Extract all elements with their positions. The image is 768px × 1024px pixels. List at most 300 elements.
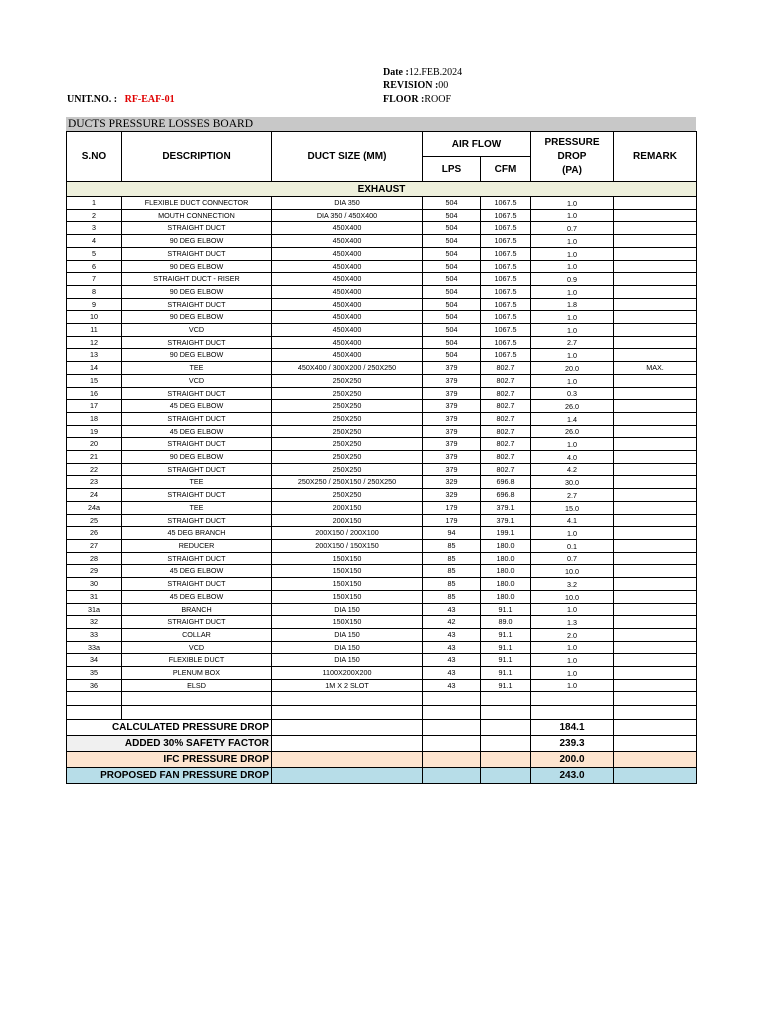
lps-cell: 42 — [423, 616, 481, 629]
description-cell: STRAIGHT DUCT — [122, 412, 272, 425]
remark-cell — [614, 387, 697, 400]
description-cell: STRAIGHT DUCT — [122, 387, 272, 400]
table-row — [67, 273, 697, 286]
table-row — [67, 336, 697, 349]
empty-cell — [423, 768, 481, 784]
sno-cell: 25 — [67, 514, 122, 527]
table-row — [67, 285, 697, 298]
lps-cell: 85 — [423, 552, 481, 565]
lps-cell: 379 — [423, 374, 481, 387]
safety-factor-row — [67, 736, 697, 752]
duct-size-cell: 150X150 — [272, 565, 423, 578]
pressure-drop-cell: 0.7 — [531, 222, 614, 235]
pressure-drop-cell: 1.0 — [531, 603, 614, 616]
duct-size-cell: DIA 150 — [272, 628, 423, 641]
duct-size-cell: 150X150 — [272, 552, 423, 565]
remark-cell — [614, 501, 697, 514]
duct-size-cell: 150X150 — [272, 590, 423, 603]
duct-size-cell: 450X400 — [272, 311, 423, 324]
lps-cell: 379 — [423, 387, 481, 400]
table-row — [67, 539, 697, 552]
description-cell: STRAIGHT DUCT - RISER — [122, 273, 272, 286]
remark-cell — [614, 679, 697, 692]
duct-size-cell: 450X400 — [272, 235, 423, 248]
unit-value: RF-EAF-01 — [124, 94, 175, 105]
cfm-cell: 91.1 — [481, 641, 531, 654]
description-cell: STRAIGHT DUCT — [122, 514, 272, 527]
duct-size-cell: 250X250 — [272, 387, 423, 400]
pressure-drop-line-3: (PA) — [562, 164, 582, 176]
cfm-cell: 89.0 — [481, 616, 531, 629]
sno-cell: 12 — [67, 336, 122, 349]
lps-cell: 179 — [423, 514, 481, 527]
cfm-cell: 91.1 — [481, 603, 531, 616]
lps-cell: 379 — [423, 451, 481, 464]
duct-size-cell: 150X150 — [272, 578, 423, 591]
sno-cell: 35 — [67, 667, 122, 680]
sno-cell: 5 — [67, 247, 122, 260]
remark-cell — [614, 374, 697, 387]
description-cell: VCD — [122, 641, 272, 654]
remark-cell — [614, 616, 697, 629]
lps-cell: 85 — [423, 565, 481, 578]
remark-cell — [614, 273, 697, 286]
pressure-drop-cell: 26.0 — [531, 425, 614, 438]
description-cell: FLEXIBLE DUCT CONNECTOR — [122, 197, 272, 210]
pressure-drop-cell: 1.4 — [531, 412, 614, 425]
table-row — [67, 425, 697, 438]
revision-value: 00 — [438, 80, 449, 91]
sno-cell: 9 — [67, 298, 122, 311]
sno-cell: 1 — [67, 197, 122, 210]
cfm-cell: 802.7 — [481, 451, 531, 464]
cfm-cell: 1067.5 — [481, 209, 531, 222]
table-row — [67, 412, 697, 425]
sno-cell: 36 — [67, 679, 122, 692]
lps-cell: 504 — [423, 285, 481, 298]
sno-cell: 19 — [67, 425, 122, 438]
cfm-cell: 802.7 — [481, 362, 531, 375]
duct-size-cell: 250X250 — [272, 412, 423, 425]
sno-cell: 2 — [67, 209, 122, 222]
floor-label: FLOOR : — [383, 94, 425, 105]
table-row — [67, 565, 697, 578]
date-label: Date : — [383, 67, 409, 78]
remark-cell: MAX. — [614, 362, 697, 375]
duct-size-cell: 200X150 / 150X150 — [272, 539, 423, 552]
cfm-cell: 802.7 — [481, 400, 531, 413]
description-cell: VCD — [122, 374, 272, 387]
empty-cell — [481, 692, 531, 706]
cfm-cell: 180.0 — [481, 590, 531, 603]
col-header-lps: LPS — [423, 157, 481, 182]
description-cell: STRAIGHT DUCT — [122, 298, 272, 311]
sno-cell: 31 — [67, 590, 122, 603]
pressure-drop-cell: 30.0 — [531, 476, 614, 489]
sno-cell: 8 — [67, 285, 122, 298]
description-cell: TEE — [122, 476, 272, 489]
sno-cell: 32 — [67, 616, 122, 629]
cfm-cell: 91.1 — [481, 654, 531, 667]
calculated-pressure-drop-row — [67, 720, 697, 736]
cfm-cell: 802.7 — [481, 438, 531, 451]
sno-cell: 18 — [67, 412, 122, 425]
remark-cell — [614, 476, 697, 489]
pressure-drop-cell: 4.2 — [531, 463, 614, 476]
lps-cell: 379 — [423, 362, 481, 375]
description-cell: 45 DEG ELBOW — [122, 590, 272, 603]
pressure-drop-cell: 1.0 — [531, 667, 614, 680]
table-row — [67, 197, 697, 210]
lps-cell: 504 — [423, 209, 481, 222]
lps-cell: 504 — [423, 260, 481, 273]
cfm-cell: 1067.5 — [481, 285, 531, 298]
remark-cell — [614, 603, 697, 616]
lps-cell: 329 — [423, 489, 481, 502]
lps-cell: 379 — [423, 438, 481, 451]
empty-cell — [122, 692, 272, 706]
sno-cell: 21 — [67, 451, 122, 464]
cfm-cell: 1067.5 — [481, 222, 531, 235]
duct-size-cell: 250X250 — [272, 451, 423, 464]
description-cell: 90 DEG ELBOW — [122, 311, 272, 324]
duct-size-cell: 1100X200X200 — [272, 667, 423, 680]
cfm-cell: 180.0 — [481, 539, 531, 552]
table-row — [67, 374, 697, 387]
remark-cell — [614, 235, 697, 248]
empty-cell — [423, 736, 481, 752]
pressure-drop-cell: 1.0 — [531, 235, 614, 248]
description-cell: 45 DEG ELBOW — [122, 400, 272, 413]
remark-cell — [614, 311, 697, 324]
lps-cell: 85 — [423, 590, 481, 603]
remark-cell — [614, 451, 697, 464]
duct-size-cell: 450X400 — [272, 298, 423, 311]
cfm-cell: 180.0 — [481, 578, 531, 591]
lps-cell: 43 — [423, 667, 481, 680]
empty-cell — [272, 768, 423, 784]
cfm-cell: 1067.5 — [481, 247, 531, 260]
cfm-cell: 1067.5 — [481, 235, 531, 248]
table-row — [67, 590, 697, 603]
cfm-cell: 802.7 — [481, 463, 531, 476]
empty-cell — [272, 720, 423, 736]
remark-cell — [614, 222, 697, 235]
duct-size-cell: 1M X 2 SLOT — [272, 679, 423, 692]
description-cell: 90 DEG ELBOW — [122, 349, 272, 362]
pressure-drop-cell: 4.1 — [531, 514, 614, 527]
description-cell: 45 DEG ELBOW — [122, 425, 272, 438]
col-header-duct-size: DUCT SIZE (MM) — [272, 132, 423, 182]
pressure-drop-cell: 1.0 — [531, 641, 614, 654]
table-row — [67, 324, 697, 337]
pressure-drop-cell: 20.0 — [531, 362, 614, 375]
description-cell: STRAIGHT DUCT — [122, 222, 272, 235]
unit-line — [67, 94, 175, 105]
table-row — [67, 628, 697, 641]
sno-cell: 33 — [67, 628, 122, 641]
pressure-drop-cell: 1.0 — [531, 285, 614, 298]
pressure-drop-cell: 3.2 — [531, 578, 614, 591]
lps-cell: 504 — [423, 298, 481, 311]
duct-size-cell: 250X250 — [272, 438, 423, 451]
lps-cell: 179 — [423, 501, 481, 514]
cfm-cell: 379.1 — [481, 514, 531, 527]
pressure-drop-cell: 1.0 — [531, 260, 614, 273]
table-row — [67, 654, 697, 667]
description-cell: 45 DEG BRANCH — [122, 527, 272, 540]
table-row — [67, 514, 697, 527]
table-row — [67, 489, 697, 502]
cfm-cell: 379.1 — [481, 501, 531, 514]
cfm-cell: 1067.5 — [481, 336, 531, 349]
pressure-drop-cell: 1.0 — [531, 324, 614, 337]
summary-value: 243.0 — [531, 768, 614, 784]
duct-size-cell: DIA 350 / 450X400 — [272, 209, 423, 222]
remark-cell — [614, 590, 697, 603]
summary-value: 200.0 — [531, 752, 614, 768]
lps-cell: 379 — [423, 412, 481, 425]
section-exhaust: EXHAUST — [67, 182, 697, 197]
pressure-drop-cell: 2.7 — [531, 336, 614, 349]
summary-label: ADDED 30% SAFETY FACTOR — [67, 736, 272, 752]
col-header-cfm: CFM — [481, 157, 531, 182]
pressure-drop-cell: 1.8 — [531, 298, 614, 311]
table-row — [67, 463, 697, 476]
cfm-cell: 696.8 — [481, 489, 531, 502]
table-row — [67, 222, 697, 235]
lps-cell: 504 — [423, 273, 481, 286]
duct-size-cell: 450X400 — [272, 222, 423, 235]
remark-cell — [614, 539, 697, 552]
lps-cell: 379 — [423, 425, 481, 438]
remark-cell — [614, 425, 697, 438]
sno-cell: 22 — [67, 463, 122, 476]
duct-size-cell: 450X400 — [272, 285, 423, 298]
empty-cell — [614, 752, 697, 768]
duct-size-cell: DIA 350 — [272, 197, 423, 210]
table-row — [67, 616, 697, 629]
duct-size-cell: 450X400 — [272, 260, 423, 273]
empty-cell — [614, 692, 697, 706]
pressure-drop-cell: 1.0 — [531, 679, 614, 692]
table-row — [67, 349, 697, 362]
table-row — [67, 476, 697, 489]
sno-cell: 28 — [67, 552, 122, 565]
date-value: 12.FEB.2024 — [408, 67, 463, 78]
remark-cell — [614, 641, 697, 654]
table-row — [67, 235, 697, 248]
remark-cell — [614, 565, 697, 578]
sno-cell: 16 — [67, 387, 122, 400]
table-row — [67, 578, 697, 591]
remark-cell — [614, 324, 697, 337]
pressure-drop-cell: 1.0 — [531, 311, 614, 324]
duct-size-cell: 150X150 — [272, 616, 423, 629]
duct-size-cell: DIA 150 — [272, 603, 423, 616]
description-cell: 90 DEG ELBOW — [122, 451, 272, 464]
cfm-cell: 1067.5 — [481, 298, 531, 311]
lps-cell: 504 — [423, 197, 481, 210]
summary-label: PROPOSED FAN PRESSURE DROP — [67, 768, 272, 784]
lps-cell: 43 — [423, 628, 481, 641]
empty-cell — [614, 768, 697, 784]
duct-size-cell: 250X250 — [272, 489, 423, 502]
description-cell: COLLAR — [122, 628, 272, 641]
remark-cell — [614, 578, 697, 591]
col-header-description: DESCRIPTION — [122, 132, 272, 182]
table-row — [67, 298, 697, 311]
date-line — [383, 67, 462, 78]
table-row — [67, 552, 697, 565]
remark-cell — [614, 667, 697, 680]
lps-cell: 43 — [423, 603, 481, 616]
table-row — [67, 362, 697, 375]
remark-cell — [614, 209, 697, 222]
revision-line — [383, 80, 448, 91]
description-cell: TEE — [122, 362, 272, 375]
table-row — [67, 501, 697, 514]
empty-cell — [272, 706, 423, 720]
cfm-cell: 802.7 — [481, 374, 531, 387]
remark-cell — [614, 552, 697, 565]
sno-cell: 29 — [67, 565, 122, 578]
lps-cell: 43 — [423, 679, 481, 692]
remark-cell — [614, 260, 697, 273]
duct-size-cell: 250X250 — [272, 425, 423, 438]
empty-cell — [272, 752, 423, 768]
description-cell: STRAIGHT DUCT — [122, 247, 272, 260]
proposed-fan-pressure-drop-row — [67, 768, 697, 784]
empty-cell — [272, 736, 423, 752]
pressure-drop-cell: 26.0 — [531, 400, 614, 413]
remark-cell — [614, 197, 697, 210]
remark-cell — [614, 489, 697, 502]
description-cell: 90 DEG ELBOW — [122, 285, 272, 298]
blank-row — [67, 706, 697, 720]
empty-cell — [67, 706, 122, 720]
duct-size-cell: 450X400 — [272, 349, 423, 362]
empty-cell — [423, 692, 481, 706]
sno-cell: 11 — [67, 324, 122, 337]
description-cell: FLEXIBLE DUCT — [122, 654, 272, 667]
sno-cell: 13 — [67, 349, 122, 362]
cfm-cell: 1067.5 — [481, 197, 531, 210]
description-cell: 90 DEG ELBOW — [122, 235, 272, 248]
empty-cell — [531, 706, 614, 720]
duct-size-cell: 200X150 — [272, 501, 423, 514]
cfm-cell: 91.1 — [481, 628, 531, 641]
pressure-drop-cell: 0.7 — [531, 552, 614, 565]
lps-cell: 504 — [423, 324, 481, 337]
remark-cell — [614, 412, 697, 425]
table-row — [67, 679, 697, 692]
duct-size-cell: 200X150 / 200X100 — [272, 527, 423, 540]
floor-value: ROOF — [424, 94, 452, 105]
ifc-pressure-drop-row — [67, 752, 697, 768]
cfm-cell: 1067.5 — [481, 273, 531, 286]
cfm-cell: 180.0 — [481, 565, 531, 578]
table-row — [67, 260, 697, 273]
remark-cell — [614, 247, 697, 260]
lps-cell: 504 — [423, 311, 481, 324]
description-cell: ELSD — [122, 679, 272, 692]
table-row — [67, 438, 697, 451]
pressure-drop-cell: 1.0 — [531, 247, 614, 260]
col-header-air-flow: AIR FLOW — [423, 132, 531, 157]
empty-cell — [481, 752, 531, 768]
table-row — [67, 527, 697, 540]
description-cell: STRAIGHT DUCT — [122, 489, 272, 502]
sno-cell: 6 — [67, 260, 122, 273]
sno-cell: 24a — [67, 501, 122, 514]
sno-cell: 26 — [67, 527, 122, 540]
remark-cell — [614, 349, 697, 362]
cfm-cell: 802.7 — [481, 412, 531, 425]
pressure-drop-cell: 2.0 — [531, 628, 614, 641]
description-cell: 45 DEG ELBOW — [122, 565, 272, 578]
remark-cell — [614, 654, 697, 667]
pressure-drop-cell: 1.0 — [531, 527, 614, 540]
empty-cell — [614, 706, 697, 720]
lps-cell: 329 — [423, 476, 481, 489]
pressure-drop-cell: 1.0 — [531, 209, 614, 222]
sno-cell: 4 — [67, 235, 122, 248]
table-row — [67, 387, 697, 400]
table-row — [67, 400, 697, 413]
pressure-drop-cell: 1.3 — [531, 616, 614, 629]
cfm-cell: 1067.5 — [481, 260, 531, 273]
pressure-drop-cell: 1.0 — [531, 654, 614, 667]
remark-cell — [614, 298, 697, 311]
pressure-drop-cell: 1.0 — [531, 197, 614, 210]
table-row — [67, 311, 697, 324]
cfm-cell: 1067.5 — [481, 311, 531, 324]
duct-size-cell: 450X400 / 300X200 / 250X250 — [272, 362, 423, 375]
lps-cell: 43 — [423, 641, 481, 654]
sno-cell: 20 — [67, 438, 122, 451]
description-cell: STRAIGHT DUCT — [122, 463, 272, 476]
duct-size-cell: 200X150 — [272, 514, 423, 527]
duct-size-cell: 250X250 — [272, 463, 423, 476]
pressure-drop-cell: 0.1 — [531, 539, 614, 552]
cfm-cell: 199.1 — [481, 527, 531, 540]
description-cell: PLENUM BOX — [122, 667, 272, 680]
sno-cell: 17 — [67, 400, 122, 413]
summary-value: 184.1 — [531, 720, 614, 736]
cfm-cell: 802.7 — [481, 425, 531, 438]
description-cell: STRAIGHT DUCT — [122, 552, 272, 565]
pressure-drop-cell: 10.0 — [531, 565, 614, 578]
empty-cell — [481, 706, 531, 720]
description-cell: TEE — [122, 501, 272, 514]
table-row — [67, 603, 697, 616]
sno-cell: 30 — [67, 578, 122, 591]
cfm-cell: 1067.5 — [481, 349, 531, 362]
duct-size-cell: 450X400 — [272, 247, 423, 260]
lps-cell: 43 — [423, 654, 481, 667]
pressure-drop-cell: 10.0 — [531, 590, 614, 603]
table-row — [67, 209, 697, 222]
empty-cell — [481, 736, 531, 752]
col-header-sno: S.NO — [67, 132, 122, 182]
pressure-drop-cell: 1.0 — [531, 349, 614, 362]
description-cell: REDUCER — [122, 539, 272, 552]
duct-size-cell: 250X250 — [272, 400, 423, 413]
board-title: DUCTS PRESSURE LOSSES BOARD — [66, 117, 696, 131]
description-cell: STRAIGHT DUCT — [122, 616, 272, 629]
pressure-drop-line-1: PRESSURE — [544, 136, 600, 148]
